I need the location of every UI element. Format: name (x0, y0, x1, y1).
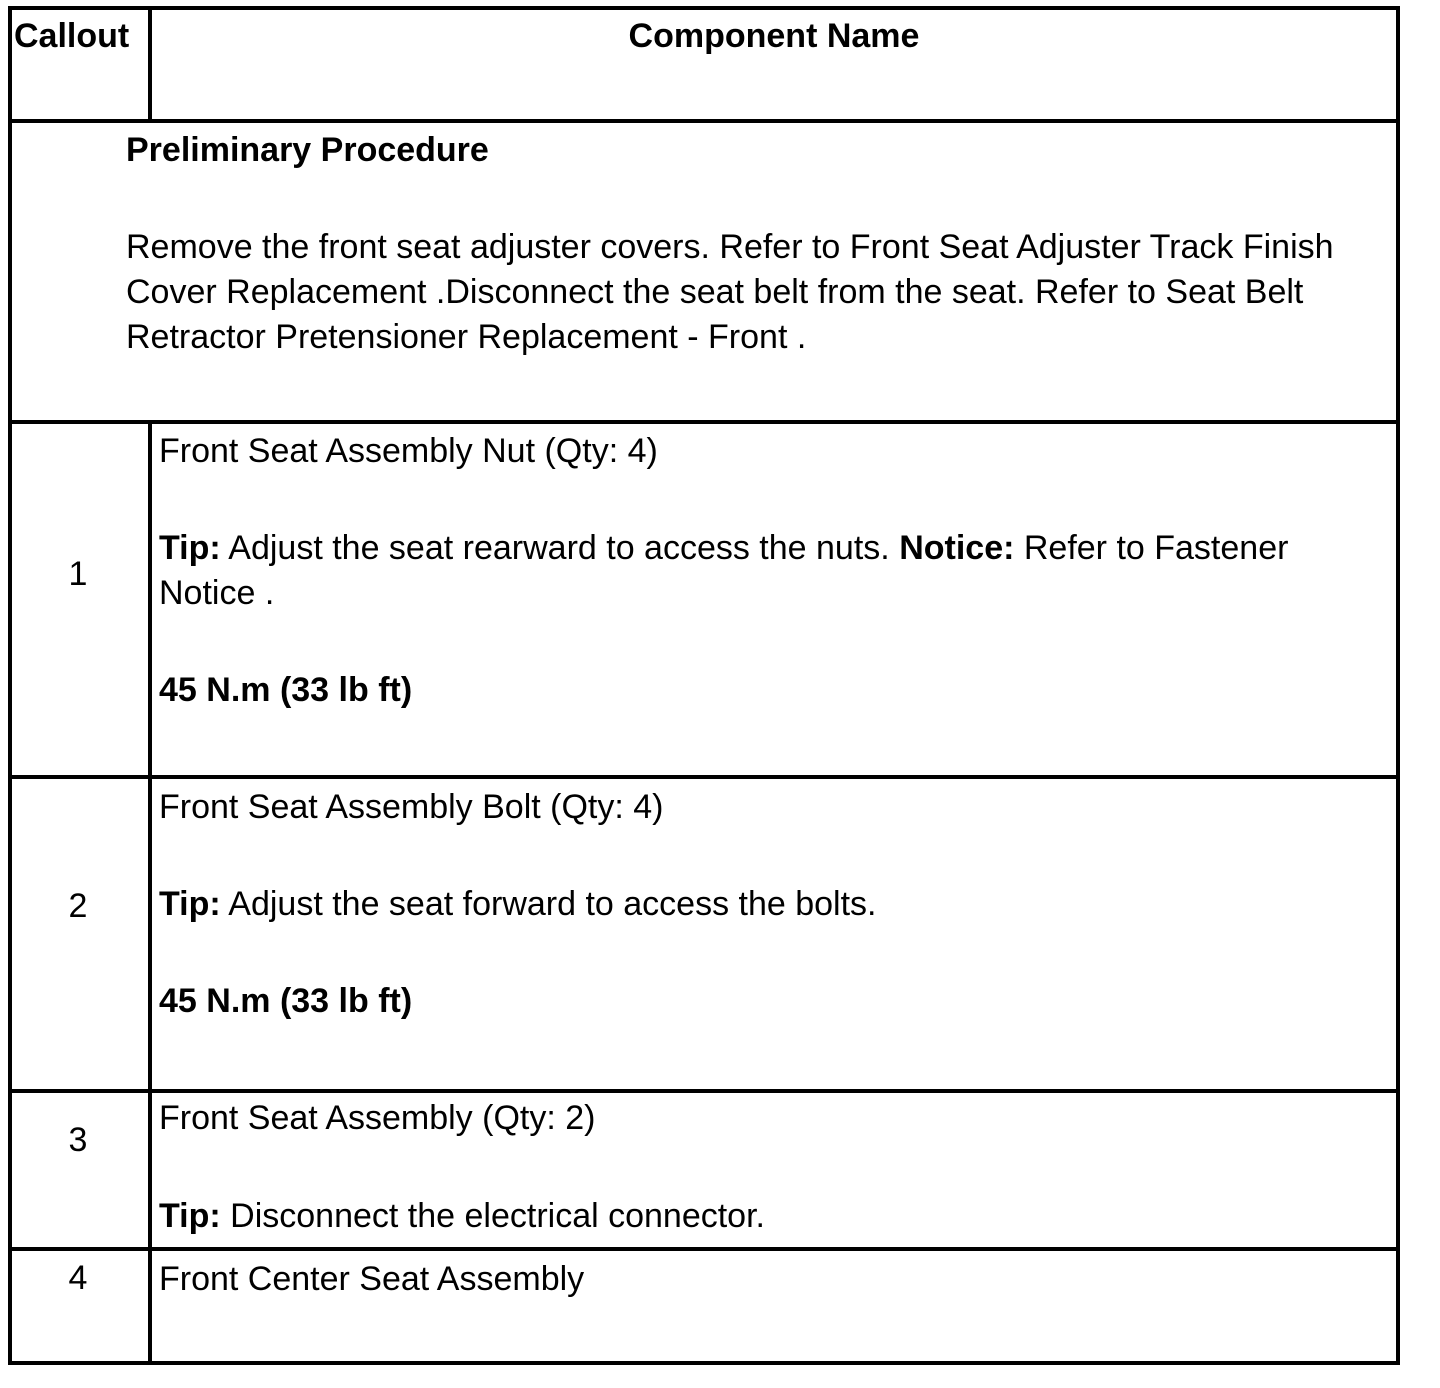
preliminary-procedure (126, 128, 1388, 360)
component-row-4 (159, 1257, 1389, 1302)
header-component-name: Component Name (628, 17, 920, 55)
component-tip-3 (159, 1194, 1389, 1239)
component-row-1 (159, 429, 1389, 713)
component-row-2 (159, 785, 1389, 1024)
tip-text: Disconnect the electrical connector. (220, 1197, 765, 1235)
notice-text: Refer to Fastener Notice . (159, 529, 1289, 612)
callout-3: 3 (68, 1121, 88, 1159)
table-border-row2 (8, 1089, 1400, 1093)
component-tip-1 (159, 526, 1389, 616)
callout-4: 4 (68, 1259, 88, 1297)
tip-text: Adjust the seat forward to access the bolts. (220, 885, 877, 923)
component-name-3: Front Seat Assembly (Qty: 2) (159, 1099, 596, 1137)
preliminary-text: Remove the front seat adjuster covers. Refer to Front Seat Adjuster Track Finish Cover Replacement .Disconnect the seat belt from the seat. Refer to Seat Belt Retractor Pretensioner Replacement - Front . (126, 228, 1334, 356)
notice-label: Notice: (899, 529, 1015, 567)
table-border-bottom (8, 1361, 1400, 1365)
component-name-4: Front Center Seat Assembly (159, 1260, 585, 1298)
component-name-1: Front Seat Assembly Nut (Qty: 4) (159, 432, 658, 470)
table-border-preliminary (8, 420, 1400, 424)
table-border-row3 (8, 1247, 1400, 1251)
table-border-right (1396, 6, 1400, 1365)
torque-spec-2: 45 N.m (33 lb ft) (159, 982, 413, 1020)
callout-2: 2 (68, 887, 88, 925)
tip-label: Tip: (159, 1197, 221, 1235)
table-border-header (8, 119, 1400, 123)
table-border-top (8, 6, 1400, 10)
torque-spec-1: 45 N.m (33 lb ft) (159, 671, 413, 709)
header-callout: Callout (14, 17, 130, 55)
callout-1: 1 (68, 555, 88, 593)
component-name-2: Front Seat Assembly Bolt (Qty: 4) (159, 788, 664, 826)
component-row-3 (159, 1096, 1389, 1239)
table-column-divider-rows (148, 420, 152, 1365)
tip-label: Tip: (159, 885, 221, 923)
table-border-left (8, 6, 12, 1365)
preliminary-heading: Preliminary Procedure (126, 131, 489, 169)
component-table (8, 6, 1400, 1365)
tip-label: Tip: (159, 529, 221, 567)
tip-text: Adjust the seat rearward to access the nuts. (220, 529, 900, 567)
component-tip-2 (159, 882, 1389, 927)
table-border-row1 (8, 775, 1400, 779)
